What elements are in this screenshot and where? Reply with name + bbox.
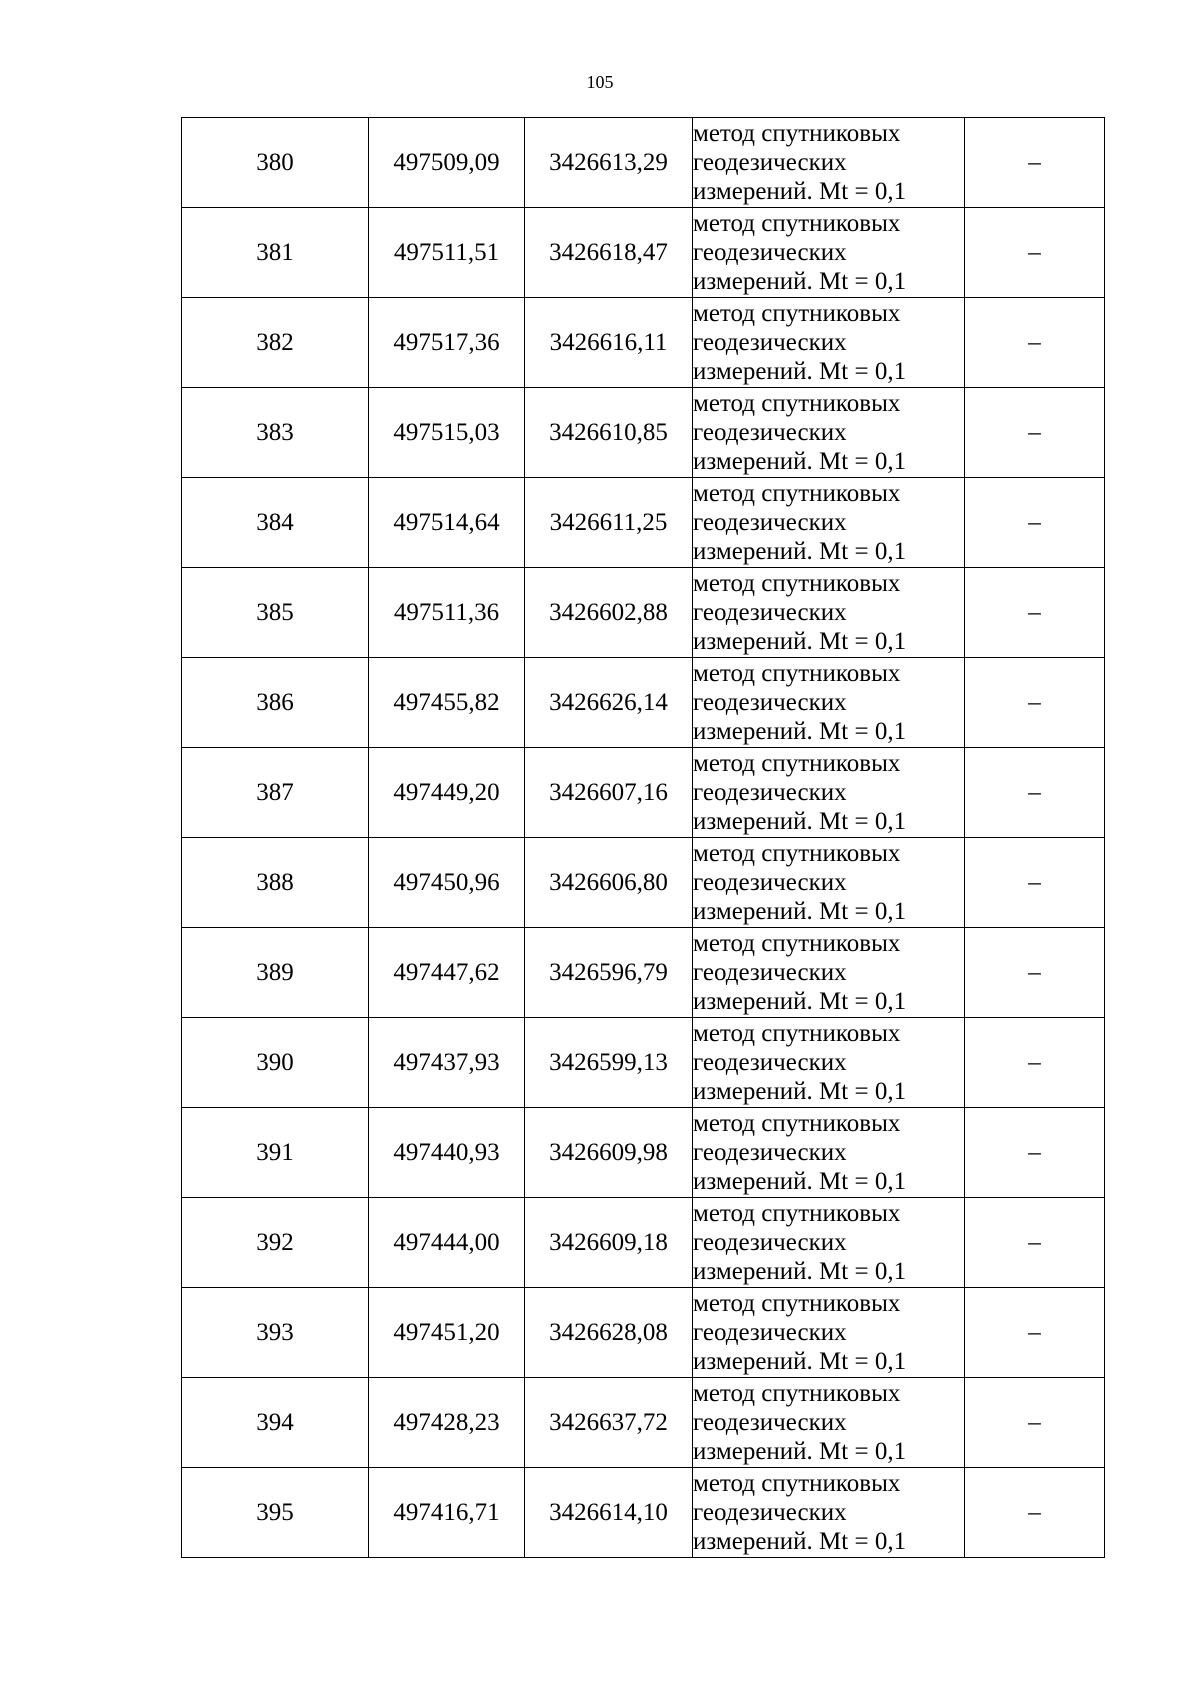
x-coordinate-cell: 497514,64 bbox=[369, 478, 525, 568]
table-row bbox=[182, 298, 1105, 388]
method-cell bbox=[693, 1378, 965, 1468]
method-text-line: геодезических bbox=[693, 1409, 847, 1436]
y-coordinate-cell: 3426614,10 bbox=[525, 1468, 693, 1558]
point-number-cell: 380 bbox=[182, 118, 369, 208]
method-text-line: измерений. Mt = 0,1 bbox=[693, 358, 907, 385]
method-cell bbox=[693, 388, 965, 478]
point-number-cell: 384 bbox=[182, 478, 369, 568]
method-text-line: геодезических bbox=[693, 1229, 847, 1256]
y-coordinate-cell: 3426611,25 bbox=[525, 478, 693, 568]
x-coordinate-cell: 497517,36 bbox=[369, 298, 525, 388]
y-coordinate-cell: 3426628,08 bbox=[525, 1288, 693, 1378]
method-text-line: измерений. Mt = 0,1 bbox=[693, 1258, 907, 1285]
y-coordinate-cell: 3426602,88 bbox=[525, 568, 693, 658]
y-coordinate-cell: 3426596,79 bbox=[525, 928, 693, 1018]
method-text-line: измерений. Mt = 0,1 bbox=[693, 1168, 907, 1195]
point-number-cell: 393 bbox=[182, 1288, 369, 1378]
extra-cell: – bbox=[965, 118, 1105, 208]
method-text-line: геодезических bbox=[693, 869, 847, 896]
method-text-line: измерений. Mt = 0,1 bbox=[693, 1528, 907, 1555]
x-coordinate-cell: 497451,20 bbox=[369, 1288, 525, 1378]
point-number-cell: 382 bbox=[182, 298, 369, 388]
method-text-line: метод спутниковых bbox=[693, 1020, 901, 1047]
method-cell bbox=[693, 748, 965, 838]
extra-cell: – bbox=[965, 1288, 1105, 1378]
method-text-line: метод спутниковых bbox=[693, 1470, 901, 1497]
coordinates-table-body bbox=[182, 118, 1105, 1558]
extra-cell: – bbox=[965, 658, 1105, 748]
extra-cell: – bbox=[965, 388, 1105, 478]
y-coordinate-cell: 3426626,14 bbox=[525, 658, 693, 748]
extra-cell: – bbox=[965, 838, 1105, 928]
x-coordinate-cell: 497511,36 bbox=[369, 568, 525, 658]
method-cell bbox=[693, 1018, 965, 1108]
table-row bbox=[182, 208, 1105, 298]
method-cell bbox=[693, 1468, 965, 1558]
x-coordinate-cell: 497450,96 bbox=[369, 838, 525, 928]
extra-cell: – bbox=[965, 1198, 1105, 1288]
extra-cell: – bbox=[965, 748, 1105, 838]
extra-cell: – bbox=[965, 1018, 1105, 1108]
method-text-line: геодезических bbox=[693, 1049, 847, 1076]
method-text-line: геодезических bbox=[693, 509, 847, 536]
method-cell bbox=[693, 478, 965, 568]
extra-cell: – bbox=[965, 1108, 1105, 1198]
method-text-line: геодезических bbox=[693, 959, 847, 986]
method-cell bbox=[693, 658, 965, 748]
point-number-cell: 385 bbox=[182, 568, 369, 658]
table-row bbox=[182, 568, 1105, 658]
method-text-line: измерений. Mt = 0,1 bbox=[693, 1078, 907, 1105]
table-row bbox=[182, 388, 1105, 478]
x-coordinate-cell: 497515,03 bbox=[369, 388, 525, 478]
method-text-line: измерений. Mt = 0,1 bbox=[693, 988, 907, 1015]
method-cell bbox=[693, 208, 965, 298]
method-text-line: метод спутниковых bbox=[693, 1380, 901, 1407]
method-text-line: метод спутниковых bbox=[693, 300, 901, 327]
x-coordinate-cell: 497444,00 bbox=[369, 1198, 525, 1288]
point-number-cell: 390 bbox=[182, 1018, 369, 1108]
method-text-line: измерений. Mt = 0,1 bbox=[693, 178, 907, 205]
method-cell bbox=[693, 1108, 965, 1198]
method-text-line: измерений. Mt = 0,1 bbox=[693, 268, 907, 295]
extra-cell: – bbox=[965, 478, 1105, 568]
y-coordinate-cell: 3426637,72 bbox=[525, 1378, 693, 1468]
method-text-line: метод спутниковых bbox=[693, 1200, 901, 1227]
method-text-line: измерений. Mt = 0,1 bbox=[693, 1348, 907, 1375]
table-row bbox=[182, 658, 1105, 748]
method-text-line: геодезических bbox=[693, 1499, 847, 1526]
point-number-cell: 392 bbox=[182, 1198, 369, 1288]
method-text-line: геодезических bbox=[693, 239, 847, 266]
table-row bbox=[182, 1018, 1105, 1108]
method-text-line: измерений. Mt = 0,1 bbox=[693, 718, 907, 745]
method-text-line: метод спутниковых bbox=[693, 390, 901, 417]
method-text-line: геодезических bbox=[693, 599, 847, 626]
y-coordinate-cell: 3426610,85 bbox=[525, 388, 693, 478]
method-text-line: метод спутниковых bbox=[693, 840, 901, 867]
point-number-cell: 388 bbox=[182, 838, 369, 928]
x-coordinate-cell: 497428,23 bbox=[369, 1378, 525, 1468]
method-text-line: измерений. Mt = 0,1 bbox=[693, 538, 907, 565]
table-row bbox=[182, 1468, 1105, 1558]
x-coordinate-cell: 497509,09 bbox=[369, 118, 525, 208]
table-row bbox=[182, 748, 1105, 838]
x-coordinate-cell: 497511,51 bbox=[369, 208, 525, 298]
method-cell bbox=[693, 298, 965, 388]
method-text-line: геодезических bbox=[693, 689, 847, 716]
method-text-line: измерений. Mt = 0,1 bbox=[693, 898, 907, 925]
method-text-line: геодезических bbox=[693, 149, 847, 176]
method-text-line: метод спутниковых bbox=[693, 750, 901, 777]
extra-cell: – bbox=[965, 568, 1105, 658]
extra-cell: – bbox=[965, 208, 1105, 298]
x-coordinate-cell: 497416,71 bbox=[369, 1468, 525, 1558]
y-coordinate-cell: 3426609,98 bbox=[525, 1108, 693, 1198]
point-number-cell: 395 bbox=[182, 1468, 369, 1558]
method-cell bbox=[693, 838, 965, 928]
x-coordinate-cell: 497447,62 bbox=[369, 928, 525, 1018]
point-number-cell: 389 bbox=[182, 928, 369, 1018]
point-number-cell: 383 bbox=[182, 388, 369, 478]
method-cell bbox=[693, 118, 965, 208]
y-coordinate-cell: 3426607,16 bbox=[525, 748, 693, 838]
y-coordinate-cell: 3426618,47 bbox=[525, 208, 693, 298]
method-text-line: измерений. Mt = 0,1 bbox=[693, 448, 907, 475]
table-row bbox=[182, 118, 1105, 208]
y-coordinate-cell: 3426599,13 bbox=[525, 1018, 693, 1108]
y-coordinate-cell: 3426613,29 bbox=[525, 118, 693, 208]
x-coordinate-cell: 497440,93 bbox=[369, 1108, 525, 1198]
table-row bbox=[182, 1108, 1105, 1198]
table-row bbox=[182, 838, 1105, 928]
method-text-line: геодезических bbox=[693, 779, 847, 806]
method-text-line: измерений. Mt = 0,1 bbox=[693, 628, 907, 655]
extra-cell: – bbox=[965, 298, 1105, 388]
table-row bbox=[182, 928, 1105, 1018]
point-number-cell: 386 bbox=[182, 658, 369, 748]
method-text-line: измерений. Mt = 0,1 bbox=[693, 808, 907, 835]
method-text-line: метод спутниковых bbox=[693, 570, 901, 597]
method-text-line: геодезических bbox=[693, 1139, 847, 1166]
x-coordinate-cell: 497437,93 bbox=[369, 1018, 525, 1108]
method-text-line: метод спутниковых bbox=[693, 1290, 901, 1317]
method-cell bbox=[693, 1198, 965, 1288]
y-coordinate-cell: 3426616,11 bbox=[525, 298, 693, 388]
y-coordinate-cell: 3426609,18 bbox=[525, 1198, 693, 1288]
extra-cell: – bbox=[965, 928, 1105, 1018]
method-text-line: метод спутниковых bbox=[693, 930, 901, 957]
extra-cell: – bbox=[965, 1468, 1105, 1558]
method-text-line: метод спутниковых bbox=[693, 1110, 901, 1137]
point-number-cell: 387 bbox=[182, 748, 369, 838]
point-number-cell: 394 bbox=[182, 1378, 369, 1468]
table-row bbox=[182, 1288, 1105, 1378]
extra-cell: – bbox=[965, 1378, 1105, 1468]
page-number: 105 bbox=[586, 72, 614, 92]
table-row bbox=[182, 1378, 1105, 1468]
point-number-cell: 391 bbox=[182, 1108, 369, 1198]
method-text-line: метод спутниковых bbox=[693, 480, 901, 507]
y-coordinate-cell: 3426606,80 bbox=[525, 838, 693, 928]
method-cell bbox=[693, 1288, 965, 1378]
method-text-line: геодезических bbox=[693, 1319, 847, 1346]
method-text-line: геодезических bbox=[693, 419, 847, 446]
x-coordinate-cell: 497449,20 bbox=[369, 748, 525, 838]
method-text-line: метод спутниковых bbox=[693, 660, 901, 687]
method-text-line: метод спутниковых bbox=[693, 120, 901, 147]
method-text-line: измерений. Mt = 0,1 bbox=[693, 1438, 907, 1465]
method-text-line: метод спутниковых bbox=[693, 210, 901, 237]
method-text-line: геодезических bbox=[693, 329, 847, 356]
method-cell bbox=[693, 568, 965, 658]
point-number-cell: 381 bbox=[182, 208, 369, 298]
table-row bbox=[182, 478, 1105, 568]
x-coordinate-cell: 497455,82 bbox=[369, 658, 525, 748]
table-row bbox=[182, 1198, 1105, 1288]
coordinates-table bbox=[181, 117, 1105, 1558]
method-cell bbox=[693, 928, 965, 1018]
